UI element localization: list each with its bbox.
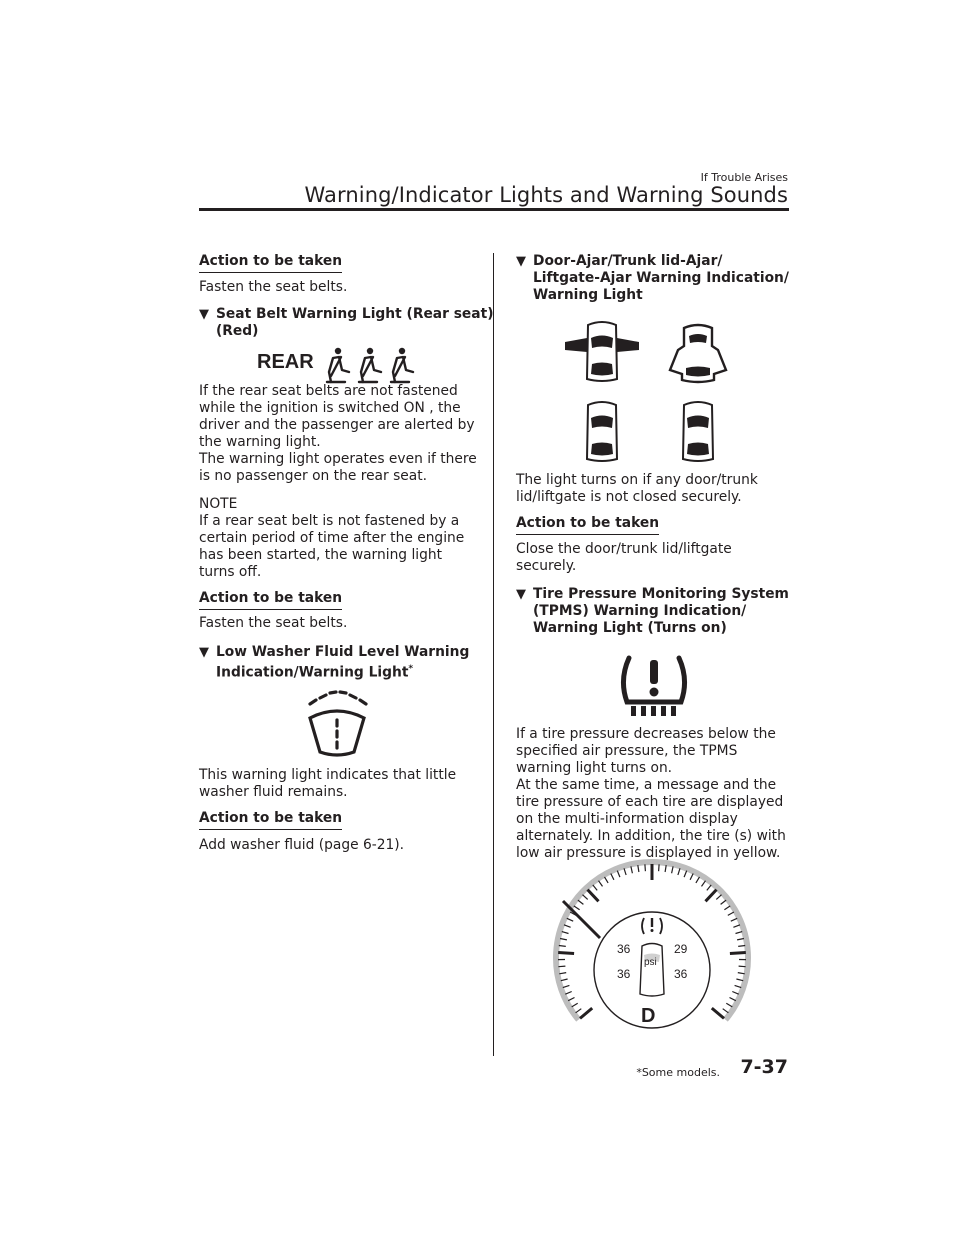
gauge-tick <box>558 966 565 967</box>
gauge-tick <box>576 1009 582 1013</box>
gauge-tick <box>737 939 744 940</box>
some-models-mark: * <box>408 664 414 674</box>
trunk-lid-open-icon <box>587 402 617 461</box>
instrument-cluster-tpms-display <box>545 858 755 1030</box>
gear-indicator: D <box>641 1005 656 1027</box>
gauge-tick <box>736 979 743 981</box>
washer-fluid-heading: ▼ Low Washer Fluid Level Warning Indication/Warning Light* <box>199 644 470 681</box>
doors-open-icon <box>565 322 639 381</box>
washer-fluid-icon <box>296 690 378 760</box>
gauge-tick <box>631 866 633 873</box>
car-outline <box>640 944 664 997</box>
hood-open-icon <box>683 402 713 461</box>
gauge-tick <box>684 871 687 878</box>
gauge-tick <box>558 953 574 954</box>
gauge-tick <box>593 885 597 891</box>
gauge-tick <box>736 932 743 934</box>
rear-seatbelt-warning-icon <box>255 344 425 386</box>
gauge-tick <box>702 881 706 887</box>
rear-seatbelt-heading: ▼ Seat Belt Warning Light (Rear seat) (Red) <box>199 306 494 339</box>
gauge-tick <box>728 912 734 915</box>
footnote: *Some models. <box>636 1066 720 1079</box>
gauge-tick <box>624 868 626 875</box>
door-ajar-icons <box>562 318 742 468</box>
tire-rear-right: 36 <box>674 967 688 981</box>
gauge-tick <box>739 966 746 967</box>
door-ajar-heading: ▼ Door-Ajar/Trunk lid-Ajar/ Liftgate-Ajar Warning Indication/ Warning Light <box>516 253 789 303</box>
page-number: 7-37 <box>740 1056 788 1078</box>
gauge-tick <box>564 925 571 928</box>
gauge-tick <box>678 868 680 875</box>
gauge-tick <box>560 939 567 940</box>
gauge-tick <box>712 1008 724 1018</box>
triangle-bullet-icon: ▼ <box>516 587 526 602</box>
gauge-tick <box>645 864 646 871</box>
gauge-tick <box>574 906 580 910</box>
liftgate-open-icon <box>670 325 726 382</box>
gauge-tick <box>563 985 570 987</box>
gauge-tick <box>562 932 569 934</box>
gauge-tick <box>588 890 599 902</box>
gauge-tick <box>599 881 603 887</box>
gauge-tick <box>665 865 666 872</box>
gauge-tick <box>672 866 674 873</box>
gauge-tick <box>730 953 746 954</box>
action-heading: Action to be taken <box>199 810 342 830</box>
gauge-tick <box>638 865 639 872</box>
gauge-tick <box>732 992 738 995</box>
triangle-bullet-icon: ▼ <box>199 645 209 660</box>
triangle-bullet-icon: ▼ <box>199 307 209 322</box>
gauge-tick <box>731 918 737 921</box>
tpms-body: If a tire pressure decreases below the specified air pressure, the TPMS warning light turns on. At the same time, a message and the tire pressure of each tire are displayed on the multi-information display alternately. In addition, the tire (s) with low air pressure is displayed in yellow. <box>516 726 786 861</box>
section-label: If Trouble Arises <box>700 171 788 184</box>
washer-body: This warning light indicates that little washer fluid remains. <box>199 767 457 800</box>
action-heading: Action to be taken <box>516 515 659 535</box>
tpms-mini-icon <box>642 918 662 934</box>
gauge-tick <box>724 906 730 910</box>
action-heading: Action to be taken <box>199 590 342 610</box>
gauge-tick <box>580 1008 592 1018</box>
gauge-tick <box>583 895 588 900</box>
tire-rear-left: 36 <box>617 967 631 981</box>
tpms-warning-icon <box>617 650 691 718</box>
note-body: If a rear seat belt is not fastened by a certain period of time after the engine has been started, the warning light turns off. <box>199 513 465 580</box>
action-text: Close the door/trunk lid/liftgate securely. <box>516 541 732 574</box>
gauge-tick <box>706 890 717 902</box>
gauge-tick <box>690 874 693 880</box>
gauge-tick <box>735 985 742 987</box>
gauge-tick <box>659 864 660 871</box>
gauge-tick <box>561 979 568 981</box>
tpms-heading: ▼ Tire Pressure Monitoring System (TPMS) Warning Indication/ Warning Light (Turns on) <box>516 586 789 636</box>
gauge-tick <box>611 874 614 880</box>
rear-seatbelt-body: If the rear seat belts are not fastened while the ignition is switched ON , the driver and the passenger are alerted by the warning light. The warning light operates even if there is no passenger on the rear seat. <box>199 383 477 484</box>
action-text: Add washer fluid (page 6-21). <box>199 837 405 853</box>
door-ajar-body: The light turns on if any door/trunk lid/liftgate is not closed securely. <box>516 472 758 505</box>
tire-front-left: 36 <box>617 942 631 956</box>
gauge-tick <box>723 1009 729 1013</box>
gauge-tick <box>567 918 573 921</box>
rear-label: REAR <box>257 351 314 373</box>
gauge-tick <box>565 992 571 995</box>
gauge-tick <box>726 1003 732 1007</box>
gauge-tick <box>578 900 584 904</box>
tire-front-right: 29 <box>674 942 688 956</box>
triangle-bullet-icon: ▼ <box>516 254 526 269</box>
column-divider <box>493 253 494 1056</box>
gauge-tick <box>730 998 736 1001</box>
gauge-tick <box>716 895 721 900</box>
pressure-unit: psi <box>644 957 657 968</box>
chapter-title: Warning/Indicator Lights and Warning Sounds <box>304 183 788 207</box>
gauge-tick <box>707 885 711 891</box>
header-rule <box>199 208 789 211</box>
gauge-tick <box>696 877 700 883</box>
note-label: NOTE <box>199 496 238 512</box>
gauge-tick <box>572 1003 578 1007</box>
gauge-tick <box>559 946 566 947</box>
gauge-tick <box>568 998 574 1001</box>
gauge-tick <box>559 973 566 974</box>
gauge-tick <box>605 877 609 883</box>
gauge-tick <box>617 871 620 878</box>
gauge-tick <box>738 973 745 974</box>
action-heading: Action to be taken <box>199 253 342 273</box>
gauge-tick <box>721 900 727 904</box>
action-text: Fasten the seat belts. <box>199 279 348 295</box>
gauge-tick <box>733 925 740 928</box>
gauge-tick <box>738 946 745 947</box>
action-text: Fasten the seat belts. <box>199 615 348 631</box>
